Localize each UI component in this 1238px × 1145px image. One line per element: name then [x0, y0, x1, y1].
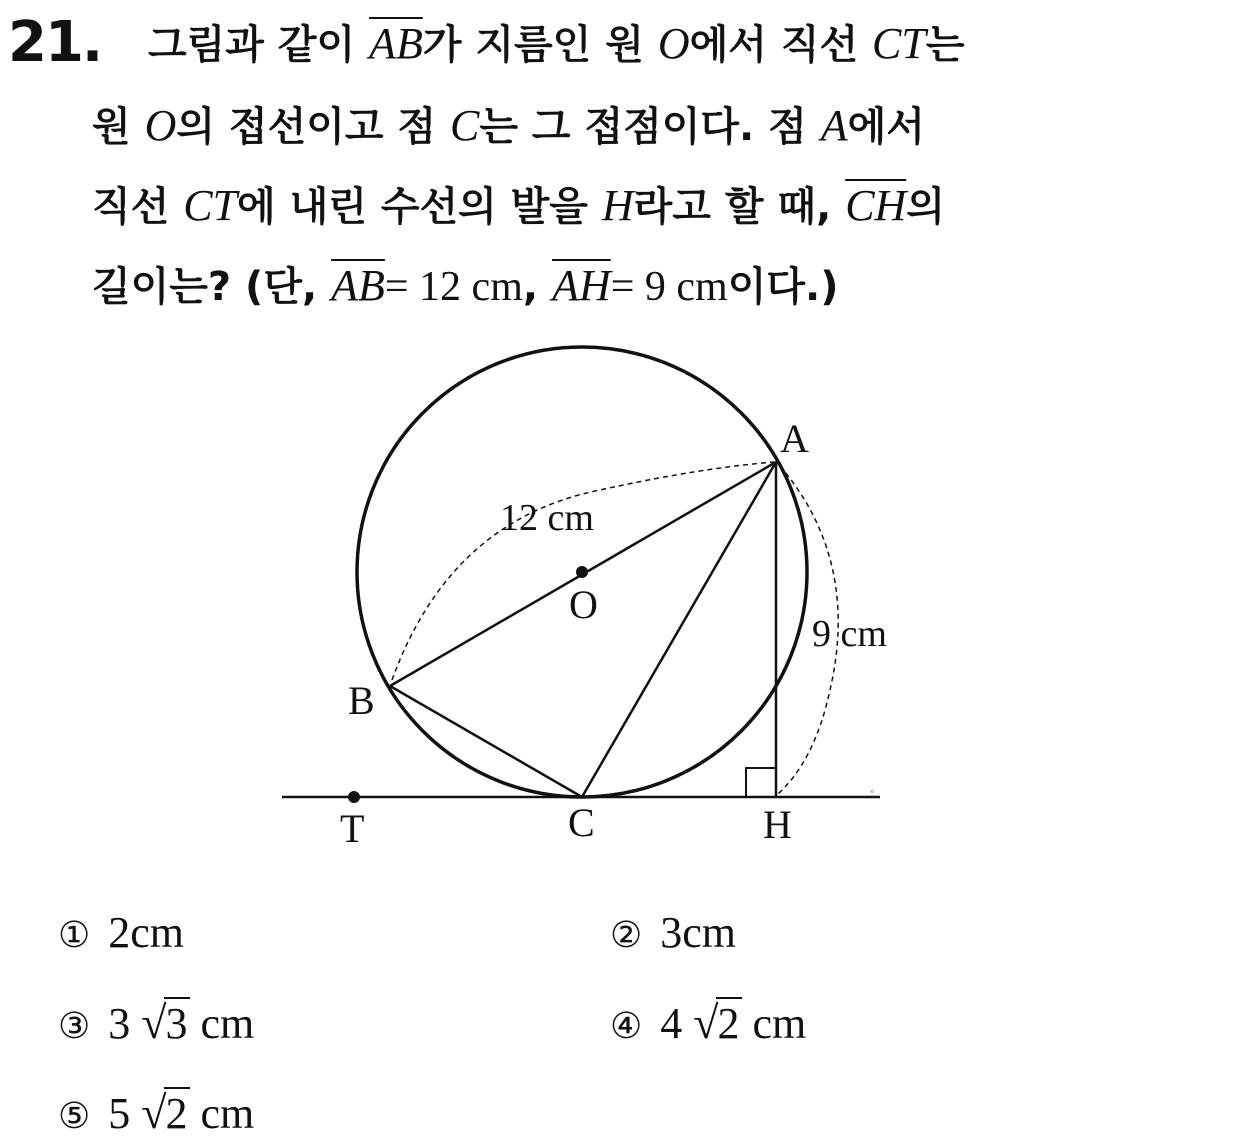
- choice-unit: cm: [130, 908, 185, 957]
- choice-1[interactable]: [58, 905, 184, 964]
- text: 라고 할 때,: [633, 184, 846, 230]
- text: 길이는? (단,: [92, 264, 332, 310]
- text: 에 내린 수선의 발을: [237, 184, 602, 230]
- text: 직선: [92, 184, 184, 230]
- choice-3[interactable]: [58, 995, 254, 1055]
- center-point-o: [576, 566, 588, 578]
- segment-bc: [390, 686, 582, 797]
- segment-ac: [582, 462, 776, 797]
- label-t: T: [340, 806, 365, 851]
- text: 에서 직선: [689, 22, 873, 68]
- point-c: C: [449, 101, 480, 150]
- choice-unit: cm: [752, 999, 807, 1048]
- dimension-label-ah: 9 cm: [812, 613, 887, 655]
- text: 원: [92, 104, 145, 150]
- point-o: O: [657, 19, 690, 68]
- ab-length: = 12 cm: [384, 264, 523, 310]
- radicand: 2: [165, 1089, 188, 1138]
- choice-coefficient: 5: [108, 1089, 131, 1138]
- text: 이다.): [727, 264, 839, 310]
- choice-value: 3: [660, 908, 683, 957]
- square-root: √2: [693, 997, 740, 1048]
- square-root: √2: [141, 1087, 188, 1138]
- radicand: 3: [165, 999, 188, 1048]
- label-o: O: [569, 582, 598, 627]
- point-o: O: [144, 101, 177, 150]
- choice-number: ②: [610, 915, 643, 956]
- choice-number: ⑤: [58, 1096, 91, 1137]
- choice-2[interactable]: [610, 905, 736, 964]
- text: 에서: [847, 104, 925, 150]
- choice-number: ③: [58, 1006, 91, 1047]
- radicand: 2: [717, 999, 740, 1048]
- point-h: H: [601, 181, 634, 230]
- text: 그림과 같이: [148, 22, 370, 68]
- segment-ab: $\overline{AB}$: [369, 19, 423, 68]
- choice-4[interactable]: [610, 995, 806, 1055]
- text: 가 지름인 원: [422, 22, 658, 68]
- text: 는: [925, 22, 965, 68]
- dimension-label-ab: 12 cm: [500, 497, 594, 539]
- segment-ch: $\overline{CH}$: [845, 181, 907, 230]
- text: 는 그 접점이다. 점: [479, 104, 821, 150]
- choice-coefficient: 3: [108, 999, 131, 1048]
- line-ct: CT: [183, 181, 238, 230]
- choice-unit: cm: [200, 1089, 255, 1138]
- square-root: √3: [141, 997, 188, 1048]
- question-number: 21.: [8, 10, 102, 75]
- choice-unit: cm: [200, 999, 255, 1048]
- text: 의 접선이고 점: [176, 104, 450, 150]
- choice-number: ④: [610, 1006, 643, 1047]
- label-c: C: [568, 800, 595, 845]
- line-ct: CT: [872, 19, 926, 68]
- segment-ab: $\overline{AB}$: [331, 261, 385, 310]
- label-a: A: [780, 416, 809, 461]
- svg-text:◦: ◦: [870, 784, 875, 798]
- choice-unit: cm: [682, 908, 737, 957]
- text: 의: [906, 184, 945, 230]
- point-t-dot: [348, 791, 360, 803]
- choice-5[interactable]: [58, 1085, 254, 1145]
- choice-value: 2: [108, 908, 131, 957]
- ah-length: = 9 cm: [610, 264, 728, 310]
- segment-ah: $\overline{AH}$: [552, 261, 611, 310]
- comma: ,: [522, 264, 539, 310]
- label-h: H: [763, 802, 792, 847]
- right-angle-mark: [746, 768, 776, 797]
- point-a: A: [820, 101, 848, 150]
- choice-number: ①: [58, 915, 91, 956]
- choice-coefficient: 4: [660, 999, 683, 1048]
- label-b: B: [348, 678, 375, 723]
